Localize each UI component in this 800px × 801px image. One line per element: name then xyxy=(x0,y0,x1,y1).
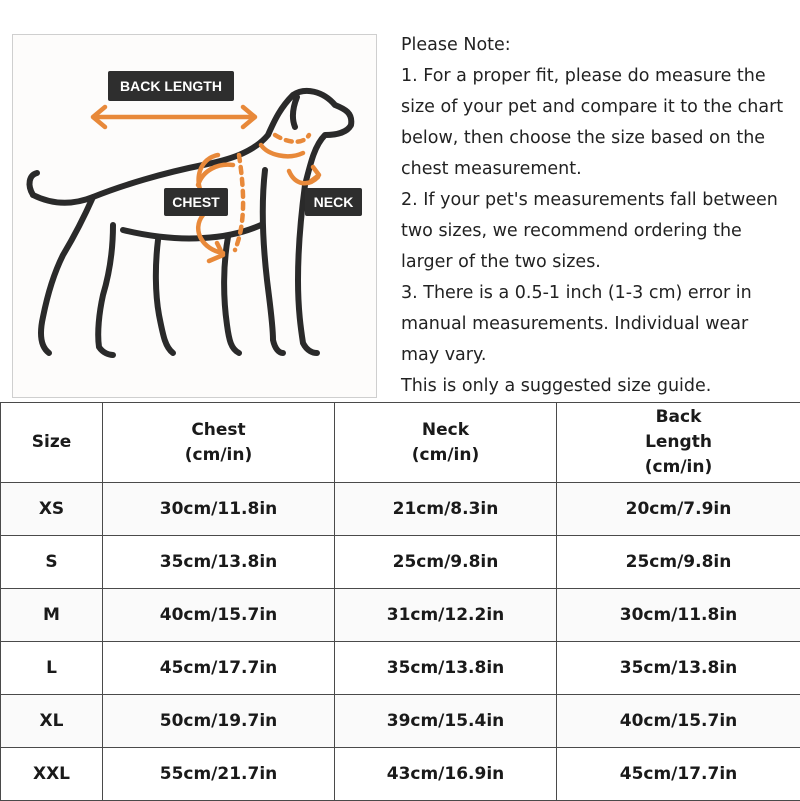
size-chart-table xyxy=(0,402,800,801)
header-size xyxy=(1,403,103,483)
note-line: larger of the two sizes. xyxy=(401,247,796,278)
cell-chest: 30cm/11.8in xyxy=(103,483,335,536)
cell-size: M xyxy=(1,589,103,642)
cell-neck: 35cm/13.8in xyxy=(335,642,557,695)
note-title: Please Note: xyxy=(401,30,796,61)
header-back-length xyxy=(557,403,800,483)
table-row xyxy=(1,642,800,695)
header-neck-label: Neck xyxy=(335,418,556,443)
cell-neck: 39cm/15.4in xyxy=(335,695,557,748)
note-line: 2. If your pet's measurements fall between xyxy=(401,185,796,216)
dog-outline xyxy=(30,91,352,355)
cell-chest: 50cm/19.7in xyxy=(103,695,335,748)
cell-size: S xyxy=(1,536,103,589)
note-line: 3. There is a 0.5-1 inch (1-3 cm) error in xyxy=(401,278,796,309)
measurement-diagram xyxy=(12,34,377,398)
cell-back: 20cm/7.9in xyxy=(557,483,800,536)
cell-size: XS xyxy=(1,483,103,536)
table-row xyxy=(1,536,800,589)
header-size-label: Size xyxy=(32,432,72,452)
cell-neck: 25cm/9.8in xyxy=(335,536,557,589)
cell-size: XL xyxy=(1,695,103,748)
header-neck xyxy=(335,403,557,483)
cell-chest: 40cm/15.7in xyxy=(103,589,335,642)
header-back-label-2: Length xyxy=(557,430,800,455)
header-back-label-1: Back xyxy=(557,405,800,430)
back-length-label: BACK LENGTH xyxy=(108,71,234,101)
neck-arrow xyxy=(261,145,303,156)
header-neck-unit: (cm/in) xyxy=(335,443,556,468)
cell-size: L xyxy=(1,642,103,695)
cell-neck: 21cm/8.3in xyxy=(335,483,557,536)
note-line: chest measurement. xyxy=(401,154,796,185)
table-row xyxy=(1,748,800,801)
cell-neck: 43cm/16.9in xyxy=(335,748,557,801)
cell-back: 40cm/15.7in xyxy=(557,695,800,748)
note-line: size of your pet and compare it to the chart xyxy=(401,92,796,123)
note-line: This is only a suggested size guide. xyxy=(401,371,796,402)
neck-label: NECK xyxy=(305,188,362,216)
cell-chest: 55cm/21.7in xyxy=(103,748,335,801)
header-back-unit: (cm/in) xyxy=(557,455,800,480)
cell-back: 45cm/17.7in xyxy=(557,748,800,801)
table-row xyxy=(1,483,800,536)
cell-chest: 35cm/13.8in xyxy=(103,536,335,589)
chest-label: CHEST xyxy=(164,188,228,216)
cell-neck: 31cm/12.2in xyxy=(335,589,557,642)
cell-chest: 45cm/17.7in xyxy=(103,642,335,695)
cell-back: 30cm/11.8in xyxy=(557,589,800,642)
note-line: below, then choose the size based on the xyxy=(401,123,796,154)
note-line: manual measurements. Individual wear xyxy=(401,309,796,340)
cell-size: XXL xyxy=(1,748,103,801)
header-chest-label: Chest xyxy=(103,418,334,443)
note-line: two sizes, we recommend ordering the xyxy=(401,216,796,247)
cell-back: 35cm/13.8in xyxy=(557,642,800,695)
header-chest-unit: (cm/in) xyxy=(103,443,334,468)
table-row xyxy=(1,695,800,748)
table-row xyxy=(1,589,800,642)
table-header-row xyxy=(1,403,800,483)
note-line: may vary. xyxy=(401,340,796,371)
note-line: 1. For a proper fit, please do measure the xyxy=(401,61,796,92)
please-note xyxy=(401,30,796,402)
cell-back: 25cm/9.8in xyxy=(557,536,800,589)
header-chest xyxy=(103,403,335,483)
